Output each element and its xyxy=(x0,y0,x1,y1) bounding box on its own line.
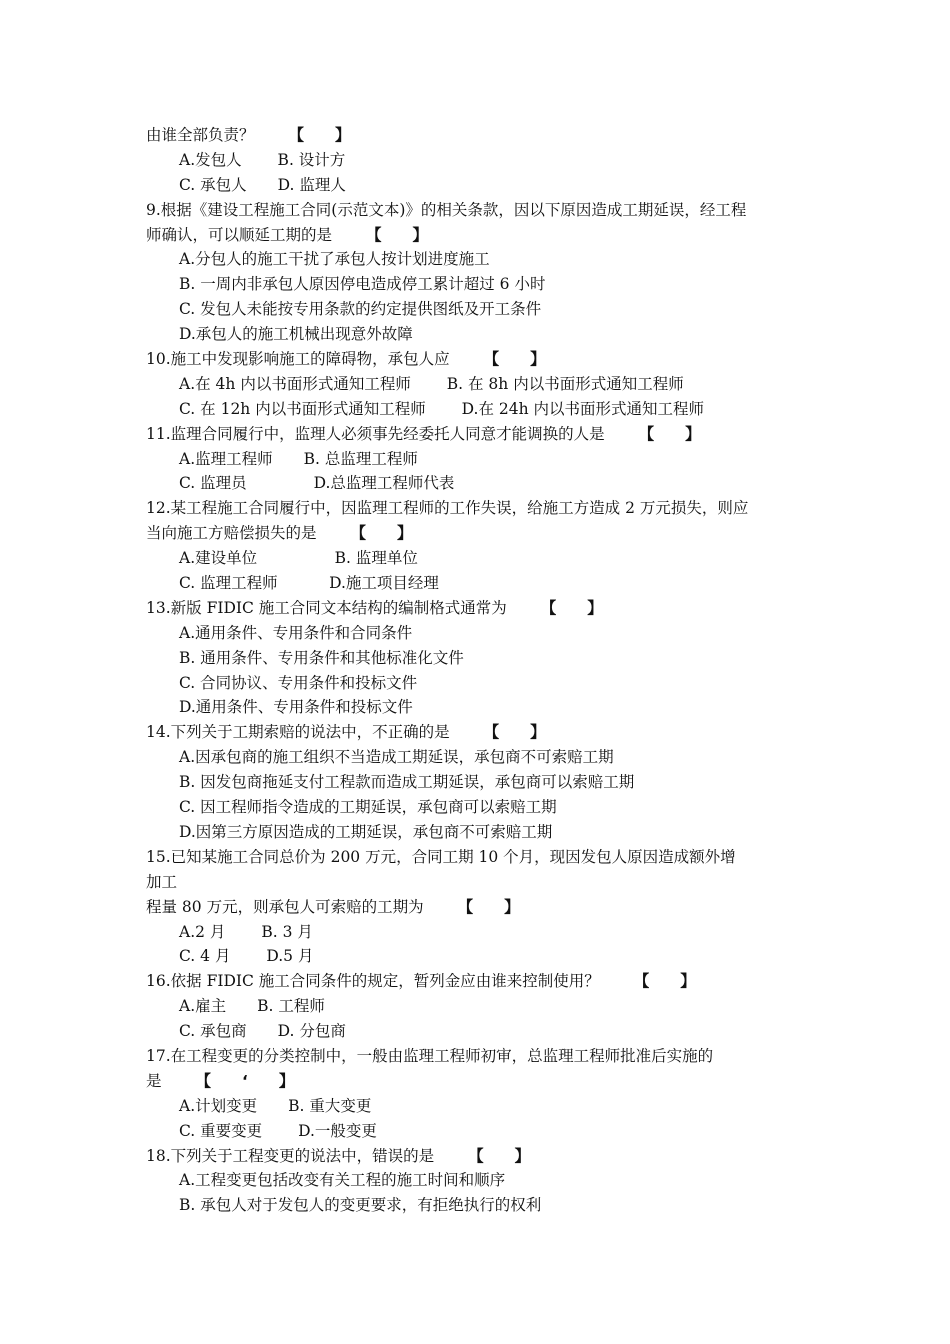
question-line xyxy=(146,347,826,372)
answer-option-line xyxy=(146,671,826,696)
answer-option-line xyxy=(146,297,826,322)
question-line xyxy=(146,198,826,223)
line-text: 16.依据 FIDIC 施工合同条件的规定，暂列金应由谁来控制使用？ xyxy=(146,972,600,991)
line-text: C. 承包人 D. 监理人 xyxy=(179,175,346,194)
answer-option-line xyxy=(146,1019,826,1044)
line-text: B. 通用条件、专用条件和其他标准化文件 xyxy=(179,648,464,667)
question-line xyxy=(146,123,826,148)
answer-bracket: 【 】 xyxy=(366,225,429,244)
answer-bracket: 【 】 xyxy=(457,897,520,916)
answer-option-line xyxy=(146,1168,826,1193)
line-text: A.因承包商的施工组织不当造成工期延误，承包商不可索赔工期 xyxy=(179,748,614,767)
line-text: 11.监理合同履行中，监理人必须事先经委托人同意才能调换的人是 xyxy=(146,424,605,443)
line-text: C. 合同协议、专用条件和投标文件 xyxy=(179,673,418,692)
question-line xyxy=(146,1069,826,1094)
line-text: 17.在工程变更的分类控制中，一般由监理工程师初审，总监理工程师批准后实施的 xyxy=(146,1046,714,1065)
answer-bracket: 【 】 xyxy=(633,972,696,991)
line-text: 15.已知某施工合同总价为 200 万元，合同工期 10 个月，现因发包人原因造成额外增 xyxy=(146,847,736,866)
question-line xyxy=(146,1144,826,1169)
line-text: A.建设单位 B. 监理单位 xyxy=(179,549,418,568)
line-text: B. 承包人对于发包人的变更要求，有拒绝执行的权利 xyxy=(179,1196,542,1215)
line-text: A.2 月 B. 3 月 xyxy=(179,922,313,941)
answer-option-line xyxy=(146,1119,826,1144)
answer-option-line xyxy=(146,920,826,945)
question-line xyxy=(146,422,826,447)
line-text: 12.某工程施工合同履行中，因监理工程师的工作失误，给施工方造成 2 万元损失，则应 xyxy=(146,499,749,518)
answer-option-line xyxy=(146,272,826,297)
answer-option-line xyxy=(146,372,826,397)
line-text: A.工程变更包括改变有关工程的施工时间和顺序 xyxy=(179,1171,506,1190)
answer-option-line xyxy=(146,546,826,571)
line-text: A.监理工程师 B. 总监理工程师 xyxy=(179,449,418,468)
question-line xyxy=(146,720,826,745)
answer-bracket: 【 ‘ 】 xyxy=(195,1071,295,1090)
line-text: 由谁全部负责？ xyxy=(146,126,255,144)
question-line xyxy=(146,845,826,870)
answer-bracket: 【 】 xyxy=(483,350,546,369)
line-text: B. 因发包商拖延支付工程款而造成工期延误，承包商可以索赔工期 xyxy=(179,773,635,792)
line-text: 10.施工中发现影响施工的障碍物，承包人应 xyxy=(146,350,450,369)
answer-option-line xyxy=(146,571,826,596)
line-text: A.通用条件、专用条件和合同条件 xyxy=(179,623,413,642)
exam-questions xyxy=(146,123,826,1218)
question-line xyxy=(146,1044,826,1069)
line-text: 9.根据《建设工程施工合同(示范文本)》的相关条款，因以下原因造成工期延误，经工程 xyxy=(146,200,747,219)
answer-option-line xyxy=(146,646,826,671)
answer-bracket: 【 】 xyxy=(638,424,701,443)
question-line xyxy=(146,223,826,248)
line-text: 加工 xyxy=(146,872,178,891)
answer-option-line xyxy=(146,173,826,198)
line-text: D.承包人的施工机械出现意外故障 xyxy=(179,325,413,344)
answer-option-line xyxy=(146,247,826,272)
line-text: 是 xyxy=(146,1071,162,1090)
line-text: 13.新版 FIDIC 施工合同文本结构的编制格式通常为 xyxy=(146,598,507,617)
line-text: C. 监理工程师 D.施工项目经理 xyxy=(179,574,439,593)
line-text: 14.下列关于工期索赔的说法中，不正确的是 xyxy=(146,723,450,742)
line-text: C. 重要变更 D.一般变更 xyxy=(179,1121,377,1140)
line-text: 当向施工方赔偿损失的是 xyxy=(146,524,317,543)
line-text: C. 4 月 D.5 月 xyxy=(179,947,314,966)
line-text: C. 监理员 D.总监理工程师代表 xyxy=(179,474,455,493)
answer-option-line xyxy=(146,994,826,1019)
answer-option-line xyxy=(146,695,826,720)
line-text: A.在 4h 内以书面形式通知工程师 B. 在 8h 内以书面形式通知工程师 xyxy=(179,374,684,393)
answer-bracket: 【 】 xyxy=(288,126,351,144)
line-text: B. 一周内非承包人原因停电造成停工累计超过 6 小时 xyxy=(179,275,546,294)
question-line xyxy=(146,496,826,521)
answer-option-line xyxy=(146,745,826,770)
question-line xyxy=(146,870,826,895)
answer-bracket: 【 】 xyxy=(350,524,413,543)
line-text: C. 承包商 D. 分包商 xyxy=(179,1022,346,1041)
line-text: A.雇主 B. 工程师 xyxy=(179,997,325,1016)
answer-bracket: 【 】 xyxy=(540,598,603,617)
answer-option-line xyxy=(146,148,826,173)
answer-option-line xyxy=(146,770,826,795)
question-line xyxy=(146,895,826,920)
answer-option-line xyxy=(146,621,826,646)
line-text: 师确认，可以顺延工期的是 xyxy=(146,225,333,244)
answer-option-line xyxy=(146,397,826,422)
line-text: C. 发包人未能按专用条款的约定提供图纸及开工条件 xyxy=(179,300,542,319)
answer-option-line xyxy=(146,447,826,472)
question-line xyxy=(146,969,826,994)
line-text: A.计划变更 B. 重大变更 xyxy=(179,1096,372,1115)
question-line xyxy=(146,521,826,546)
answer-option-line xyxy=(146,1094,826,1119)
line-text: 程量 80 万元，则承包人可索赔的工期为 xyxy=(146,897,424,916)
line-text: C. 在 12h 内以书面形式通知工程师 D.在 24h 内以书面形式通知工程师 xyxy=(179,399,705,418)
answer-bracket: 【 】 xyxy=(468,1146,531,1165)
answer-option-line xyxy=(146,820,826,845)
answer-option-line xyxy=(146,944,826,969)
line-text: C. 因工程师指令造成的工期延误，承包商可以索赔工期 xyxy=(179,798,557,817)
answer-option-line xyxy=(146,1193,826,1218)
line-text: A.分包人的施工干扰了承包人按计划进度施工 xyxy=(179,250,490,269)
line-text: D.因第三方原因造成的工期延误，承包商不可索赔工期 xyxy=(179,822,553,841)
answer-option-line xyxy=(146,322,826,347)
question-line xyxy=(146,596,826,621)
answer-option-line xyxy=(146,471,826,496)
line-text: A.发包人 B. 设计方 xyxy=(179,150,346,169)
line-text: 18.下列关于工程变更的说法中，错误的是 xyxy=(146,1146,435,1165)
line-text: D.通用条件、专用条件和投标文件 xyxy=(179,698,413,717)
answer-bracket: 【 】 xyxy=(483,723,546,742)
answer-option-line xyxy=(146,795,826,820)
